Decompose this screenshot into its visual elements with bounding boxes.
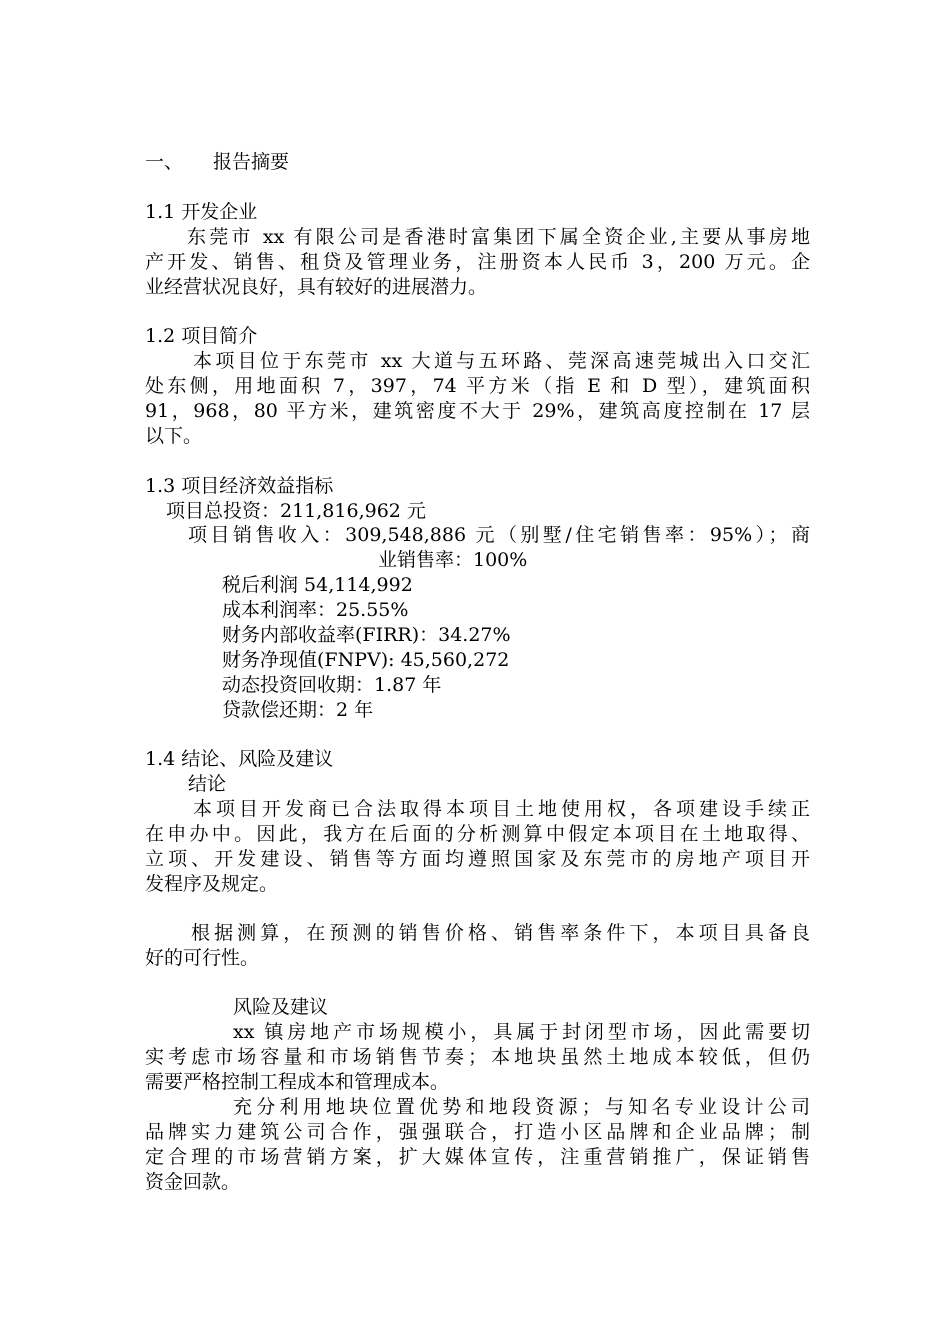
total-investment: 项目总投资：211,816,962 元 xyxy=(166,500,426,522)
indicator-loan-repayment: 贷款偿还期：2 年 xyxy=(222,699,374,721)
paragraph-line: 处东侧，用地面积 7，397，74 平方米（指 E 和 D 型），建筑面积 xyxy=(145,375,810,397)
sales-revenue-line-cont: 业销售率：100% xyxy=(378,549,528,571)
paragraph-line: 本项目位于东莞市 xx 大道与五环路、莞深高速莞城出入口交汇 xyxy=(193,350,810,372)
paragraph-line: 产开发、销售、租贷及管理业务，注册资本人民币 3，200 万元。企 xyxy=(145,251,810,273)
sales-revenue-line: 项目销售收入：309,548,886 元（别墅/住宅销售率：95%）；商 xyxy=(188,524,810,546)
paragraph-line: 东莞市 xx 有限公司是香港时富集团下属全资企业,主要从事房地 xyxy=(187,226,810,248)
paragraph-line: 发程序及规定。 xyxy=(145,873,279,895)
paragraph-line: 以下。 xyxy=(145,425,203,447)
indicator-profit: 税后利润 54,114,992 xyxy=(222,574,413,596)
paragraph-line: 本项目开发商已合法取得本项目土地使用权，各项建设手续正 xyxy=(193,798,810,820)
paragraph-line: 定合理的市场营销方案，扩大媒体宣传，注重营销推广，保证销售 xyxy=(145,1146,810,1168)
paragraph-line: 立项、开发建设、销售等方面均遵照国家及东莞市的房地产项目开 xyxy=(145,848,810,870)
paragraph-line: 实考虑市场容量和市场销售节奏；本地块虽然土地成本较低，但仍 xyxy=(145,1046,810,1068)
paragraph-line: 好的可行性。 xyxy=(145,947,260,969)
conclusion-label: 结论 xyxy=(188,773,227,795)
paragraph-line: 品牌实力建筑公司合作，强强联合，打造小区品牌和企业品牌；制 xyxy=(145,1121,810,1143)
indicator-fnpv: 财务净现值(FNPV): 45,560,272 xyxy=(222,649,510,671)
section-heading-1-4: 1.4 结论、风险及建议 xyxy=(145,748,334,770)
paragraph-line: 需要严格控制工程成本和管理成本。 xyxy=(145,1071,450,1093)
paragraph-line: 在申办中。因此，我方在后面的分析测算中假定本项目在土地取得、 xyxy=(145,823,810,845)
paragraph-line: 91，968，80 平方米，建筑密度不大于 29%，建筑高度控制在 17 层 xyxy=(145,400,810,422)
indicator-firr: 财务内部收益率(FIRR)：34.27% xyxy=(222,624,511,646)
section-heading-1-3: 1.3 项目经济效益指标 xyxy=(145,475,334,497)
paragraph-line: 充分利用地块位置优势和地段资源；与知名专业设计公司 xyxy=(233,1096,810,1118)
section-heading-1-1: 1.1 开发企业 xyxy=(145,201,258,223)
chapter-heading xyxy=(145,150,810,175)
chapter-title: 报告摘要 xyxy=(213,151,290,173)
paragraph-line: 根据测算，在预测的销售价格、销售率条件下，本项目具备良 xyxy=(191,922,810,944)
indicator-payback-period: 动态投资回收期：1.87 年 xyxy=(222,674,442,696)
risk-label: 风险及建议 xyxy=(233,996,329,1018)
paragraph-line: xx 镇房地产市场规模小，具属于封闭型市场，因此需要切 xyxy=(233,1021,810,1043)
chapter-number: 一、 xyxy=(145,151,184,173)
paragraph-line: 业经营状况良好，具有较好的进展潜力。 xyxy=(145,276,488,298)
indicator-cost-profit-rate: 成本利润率：25.55% xyxy=(222,599,409,621)
section-heading-1-2: 1.2 项目简介 xyxy=(145,325,258,347)
paragraph-line: 资金回款。 xyxy=(145,1171,241,1193)
